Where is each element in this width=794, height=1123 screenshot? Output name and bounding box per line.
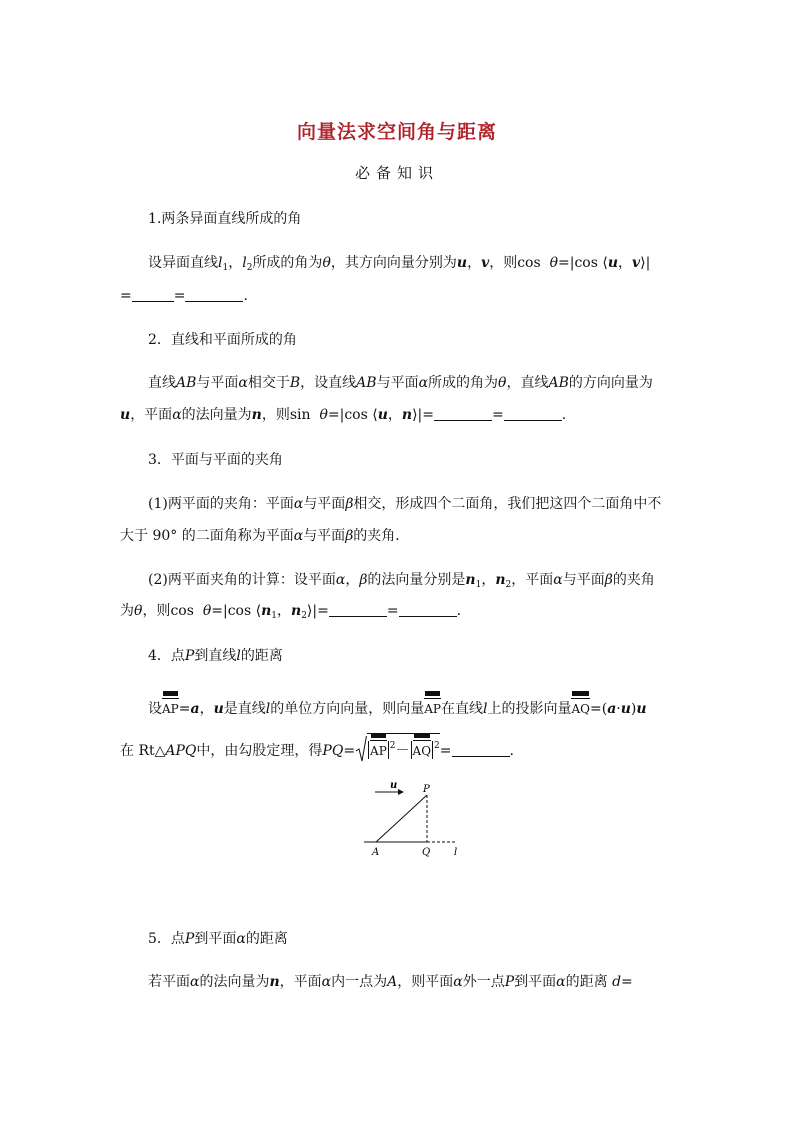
answer-blank[interactable] xyxy=(434,406,492,421)
vector-AP: AP xyxy=(424,697,441,719)
sqrt-expression: AP $^2$－ AQ $^2$ xyxy=(355,736,440,761)
section-4-line-2: 在 Rt△APQ中，由勾股定理，得PQ= AP $^2$－ AQ $^2$= . xyxy=(120,736,514,761)
section-4-heading: 4．点P到直线l的距离 xyxy=(148,648,283,664)
answer-blank[interactable] xyxy=(185,287,243,302)
section-2-heading: 2．直线和平面所成的角 xyxy=(148,332,297,348)
section-3-line-4: 为θ，则cos θ=|cos $⟨n_1$，$n_2⟩|=$ = . xyxy=(120,603,462,621)
answer-blank[interactable] xyxy=(504,406,562,421)
section-3-line-1: (1)两平面的夹角：平面α与平面β相交，形成四个二面角，我们把这四个二面角中不 xyxy=(148,496,662,512)
vector-AP: AP xyxy=(370,739,387,761)
section-3-line-3: (2)两平面夹角的计算：设平面α，β的法向量分别是$n_1$，$n_2$，平面α与平面β的夹角 xyxy=(148,572,655,590)
section-1-line-2: = = . xyxy=(120,288,248,304)
answer-blank[interactable] xyxy=(399,602,457,617)
section-4-line-1: 设AP=a，u是直线l的单位方向向量，则向量AP在直线l上的投影向量AQ=(a·u)u xyxy=(148,697,647,719)
figure-label-Q: Q xyxy=(422,847,431,858)
right-triangle-figure xyxy=(360,780,470,860)
section-2-line-2: u，平面α的法向量为n，则sin θ=|cos ⟨u，n⟩|= = . xyxy=(120,407,567,423)
figure-label-P: P xyxy=(423,784,430,795)
answer-blank[interactable] xyxy=(452,742,510,757)
figure-label-l: l xyxy=(454,847,458,858)
section-3-heading: 3．平面与平面的夹角 xyxy=(148,452,283,468)
section-5-line-1: 若平面α的法向量为n，平面α内一点为A，则平面α外一点P到平面α的距离 d= xyxy=(148,974,633,990)
answer-blank[interactable] xyxy=(132,287,174,302)
section-2-line-1: 直线AB与平面α相交于B，设直线AB与平面α所成的角为θ，直线AB的方向向量为 xyxy=(148,375,653,391)
section-3-line-2: 大于 90° 的二面角称为平面α与平面β的夹角． xyxy=(120,528,410,544)
figure-label-A: A xyxy=(372,847,380,858)
vector-AP: AP xyxy=(162,697,179,719)
figure-label-u: u xyxy=(390,780,398,791)
section-1-line-1: 设异面直线$l_1$，$l_2$所成的角为θ，其方向向量分别为u，v，则cos θ=|cos ⟨u，v⟩| xyxy=(148,255,651,273)
section-5-heading: 5．点P到平面α的距离 xyxy=(148,931,288,947)
answer-blank[interactable] xyxy=(329,602,387,617)
vector-AQ: AQ xyxy=(571,697,590,719)
page-subtitle: 必备知识 xyxy=(354,164,439,182)
vector-AQ: AQ xyxy=(413,739,432,761)
sqrt-sign-icon xyxy=(355,736,367,762)
page-title: 向量法求空间角与距离 xyxy=(296,121,497,143)
section-1-heading: 1.两条异面直线所成的角 xyxy=(148,211,302,227)
